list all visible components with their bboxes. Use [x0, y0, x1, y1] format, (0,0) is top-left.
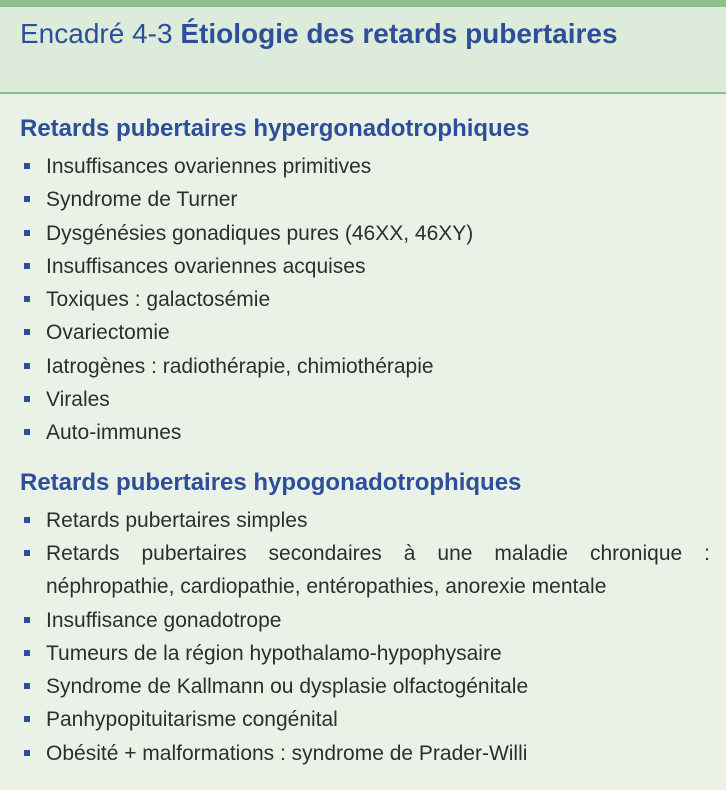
box-title	[20, 17, 700, 50]
bullet-icon	[24, 716, 30, 722]
list-item-text: Syndrome de Turner	[46, 188, 238, 212]
list-item-text: Panhypopituitarisme congénital	[46, 708, 338, 732]
list-item	[0, 283, 726, 316]
list-item	[0, 316, 726, 349]
list-item	[0, 350, 726, 383]
list-hypogonadotrophic	[0, 504, 726, 770]
bullet-icon	[24, 363, 30, 369]
list-item-text: Retards pubertaires simples	[46, 508, 308, 532]
bullet-icon	[24, 196, 30, 202]
list-item	[0, 604, 726, 637]
list-item	[0, 670, 726, 703]
list-item-text: Obésité + malformations : syndrome de Prader-Willi	[46, 741, 528, 765]
bullet-icon	[24, 750, 30, 756]
bullet-icon	[24, 329, 30, 335]
box-title-text: Étiologie des retards pubertaires	[180, 18, 618, 49]
section-heading-hypergonadotrophic: Retards pubertaires hypergonadotrophiques	[20, 115, 530, 142]
list-item	[0, 737, 726, 770]
list-hypergonadotrophic	[0, 150, 726, 450]
list-item-text: Syndrome de Kallmann ou dysplasie olfactogénitale	[46, 675, 529, 699]
bullet-icon	[24, 163, 30, 169]
list-item	[0, 217, 726, 250]
bullet-icon	[24, 429, 30, 435]
list-item	[0, 383, 726, 416]
bullet-icon	[24, 230, 30, 236]
bullet-icon	[24, 550, 30, 556]
bullet-icon	[24, 617, 30, 623]
bullet-icon	[24, 650, 30, 656]
list-item	[0, 637, 726, 670]
list-item	[0, 183, 726, 216]
top-rule	[0, 0, 726, 7]
list-item-text: Dysgénésies gonadiques pures (46XX, 46XY)	[46, 221, 474, 245]
box-header	[0, 7, 726, 94]
list-item	[0, 250, 726, 283]
list-item-text: Retards pubertaires secondaires à une maladie chronique : néphropathie, cardiopathie, entéropathies, anorexie mentale	[46, 541, 710, 599]
list-item-text: Auto-immunes	[46, 421, 182, 445]
section-heading-hypogonadotrophic: Retards pubertaires hypogonadotrophiques	[20, 468, 522, 496]
list-item	[0, 703, 726, 736]
box-label: Encadré 4-3	[20, 18, 173, 49]
list-item-text: Ovariectomie	[46, 321, 170, 345]
list-item	[0, 504, 726, 537]
box-content	[0, 94, 726, 770]
list-item	[0, 537, 726, 604]
list-item-text: Insuffisances ovariennes acquises	[46, 254, 366, 278]
bullet-icon	[24, 263, 30, 269]
bullet-icon	[24, 517, 30, 523]
bullet-icon	[24, 396, 30, 402]
list-item-text: Insuffisances ovariennes primitives	[46, 155, 372, 178]
list-item-text: Iatrogènes : radiothérapie, chimiothérapie	[46, 354, 434, 378]
list-item-text: Toxiques : galactosémie	[46, 288, 271, 312]
bullet-icon	[24, 683, 30, 689]
list-item-text: Insuffisance gonadotrope	[46, 608, 282, 632]
list-item-text: Tumeurs de la région hypothalamo-hypophysaire	[46, 641, 502, 665]
bullet-icon	[24, 296, 30, 302]
list-item	[0, 416, 726, 449]
list-item	[0, 150, 726, 183]
list-item-text: Virales	[46, 388, 110, 412]
